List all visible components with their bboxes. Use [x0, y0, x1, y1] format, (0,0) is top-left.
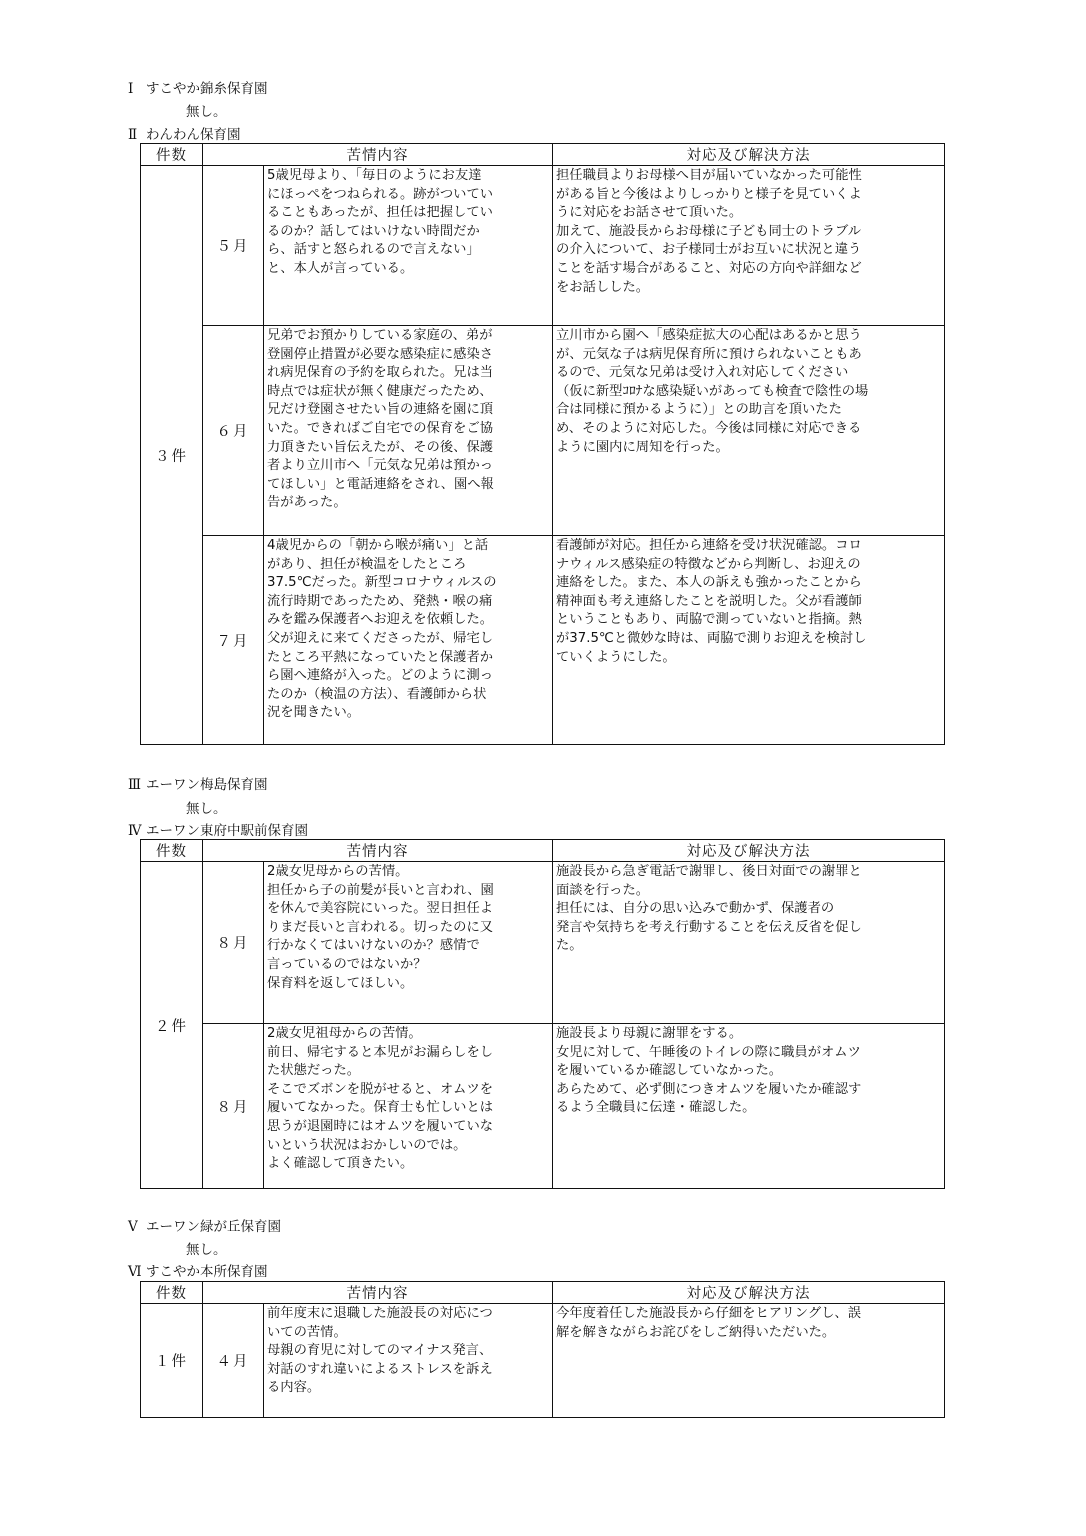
section-heading-2 [128, 123, 241, 143]
header-complaint: 苦情内容 [203, 840, 553, 862]
section-number: Ⅴ [128, 1219, 138, 1235]
header-count: 件数 [141, 144, 203, 166]
section-heading-3 [128, 773, 268, 793]
complaint-count: ３件 [141, 166, 203, 745]
month-cell: ８月 [203, 1024, 264, 1189]
month-cell: ４月 [203, 1304, 264, 1418]
response-cell: 担任職員よりお母様へ目が届いていなかった可能性 がある旨と今後はよりしっかりと様子を見ていくよ うに対応をお話させて頂いた。 加えて、施設長からお母様に子ども同士のトラブル の介入について、お子様同士がお互いに状況と違う ことを話す場合があること、対応の方向や詳細など をお話しした。 [553, 166, 945, 326]
section-title: わんわん保育園 [146, 127, 241, 143]
complaints-table-higashifuchu [140, 839, 945, 1189]
complaint-count: ２件 [141, 862, 203, 1189]
complaint-cell: 5歳児母より、「毎日のようにお友達 にほっぺをつねられる。跡がついてい ることもあったが、担任は把握してい るのか？話してはいけない時間だか ら、話すと怒られるので言えない」 と、本人が言っている。 [264, 166, 553, 326]
header-complaint: 苦情内容 [203, 144, 553, 166]
no-complaints-text: 無し。 [186, 1242, 227, 1258]
section-number: Ⅲ [128, 777, 142, 793]
header-response: 対応及び解決方法 [553, 840, 945, 862]
header-complaint: 苦情内容 [203, 1282, 553, 1304]
complaint-count: １件 [141, 1304, 203, 1418]
response-cell: 今年度着任した施設長から仔細をヒアリングし、誤 解を解きながらお詫びをしご納得いただいた。 [553, 1304, 945, 1418]
section-title: すこやか錦糸保育園 [146, 81, 268, 97]
no-complaints-text: 無し。 [186, 104, 227, 120]
complaints-table-wanwan [140, 143, 945, 745]
month-cell: ７月 [203, 536, 264, 745]
month-cell: ６月 [203, 326, 264, 536]
complaint-cell: 4歳児からの「朝から喉が痛い」と話 があり、担任が検温をしたところ 37.5℃だった。新型コロナウィルスの 流行時期であったため、発熱・喉の痛 みを鑑み保護者へお迎えを依頼した。 父が迎えに来てくださったが、帰宅し たところ平熱になっていたと保護者か ら園へ連絡が入った。どのように測っ たのか（検温の方法）、看護師から状 況を聞きたい。 [264, 536, 553, 745]
response-cell: 施設長より母親に謝罪をする。 女児に対して、午睡後のトイレの際に職員がオムツ を履いているか確認していなかった。 あらためて、必ず側につきオムツを履いたか確認す るよう全職員に伝達・確認した。 [553, 1024, 945, 1189]
response-cell: 施設長から急ぎ電話で謝罪し、後日対面での謝罪と 面談を行った。 担任には、自分の思い込みで動かず、保護者の 発言や気持ちを考え行動することを伝え反省を促し た。 [553, 862, 945, 1024]
complaint-cell: 2歳女児母からの苦情。 担任から子の前髪が長いと言われ、園 を休んで美容院にいった。翌日担任よ りまだ長いと言われる。切ったのに又 行かなくてはいけないのか？感情で 言っているのではないか？ 保育料を返してほしい。 [264, 862, 553, 1024]
header-response: 対応及び解決方法 [553, 1282, 945, 1304]
complaint-cell: 兄弟でお預かりしている家庭の、弟が 登園停止措置が必要な感染症に感染さ れ病児保育の予約を取られた。兄は当 時点では症状が無く健康だったため、 兄だけ登園させたい旨の連絡を園に頂 いた。できればご自宅での保育をご協 力頂きたい旨伝えたが、その後、保護 者より立川市へ「元気な兄弟は預かっ てほしい」と電話連絡をされ、園へ報 告があった。 [264, 326, 553, 536]
table-row [141, 536, 945, 745]
table-row [141, 166, 945, 326]
header-response: 対応及び解決方法 [553, 144, 945, 166]
section-number: Ⅰ [128, 81, 134, 97]
table-header-row [141, 144, 945, 166]
section-heading-1 [128, 77, 268, 97]
section-number: Ⅵ [128, 1264, 142, 1280]
header-count: 件数 [141, 840, 203, 862]
table-header-row [141, 1282, 945, 1304]
complaint-cell: 2歳女児祖母からの苦情。 前日、帰宅すると本児がお漏らしをし た状態だった。 そこでズボンを脱がせると、オムツを 履いてなかった。保育士も忙しいとは 思うが退園時にはオムツを履いていな いという状況はおかしいのでは。 よく確認して頂きたい。 [264, 1024, 553, 1189]
section-title: エーワン緑が丘保育園 [146, 1219, 281, 1235]
section-title: エーワン東府中駅前保育園 [146, 823, 308, 839]
section-title: エーワン梅島保育園 [146, 777, 268, 793]
table-row [141, 1304, 945, 1418]
no-complaints-text: 無し。 [186, 801, 227, 817]
table-row [141, 326, 945, 536]
section-heading-4 [128, 819, 308, 839]
section-heading-6 [128, 1260, 268, 1280]
section-heading-5 [128, 1215, 281, 1235]
table-header-row [141, 840, 945, 862]
table-row [141, 1024, 945, 1189]
complaints-table-honjo [140, 1281, 945, 1418]
section-number: Ⅱ [128, 127, 138, 143]
response-cell: 立川市から園へ「感染症拡大の心配はあるかと思う が、元気な子は病児保育所に預けられないこともあ るので、元気な兄弟は受け入れ対応してください （仮に新型ｺﾛﾅな感染疑いがあっても検査で陰性の場 合は同様に預かるように）」との助言を頂いたた め、そのように対応した。今後は同様に対応できる ように園内に周知を行った。 [553, 326, 945, 536]
header-count: 件数 [141, 1282, 203, 1304]
response-cell: 看護師が対応。担任から連絡を受け状況確認。コロ ナウィルス感染症の特徴などから判断し、お迎えの 連絡をした。また、本人の訴えも強かったことから 精神面も考え連絡したことを説明した。父が看護師 ということもあり、両脇で測っていないと指摘。熱 が37.5℃と微妙な時は、両脇で測りお迎えを検討し ていくようにした。 [553, 536, 945, 745]
month-cell: ５月 [203, 166, 264, 326]
section-title: すこやか本所保育園 [146, 1264, 268, 1280]
table-row [141, 862, 945, 1024]
month-cell: ８月 [203, 862, 264, 1024]
section-number: Ⅳ [128, 823, 142, 839]
complaint-cell: 前年度末に退職した施設長の対応につ いての苦情。 母親の育児に対してのマイナス発言、 対話のすれ違いによるストレスを訴え る内容。 [264, 1304, 553, 1418]
